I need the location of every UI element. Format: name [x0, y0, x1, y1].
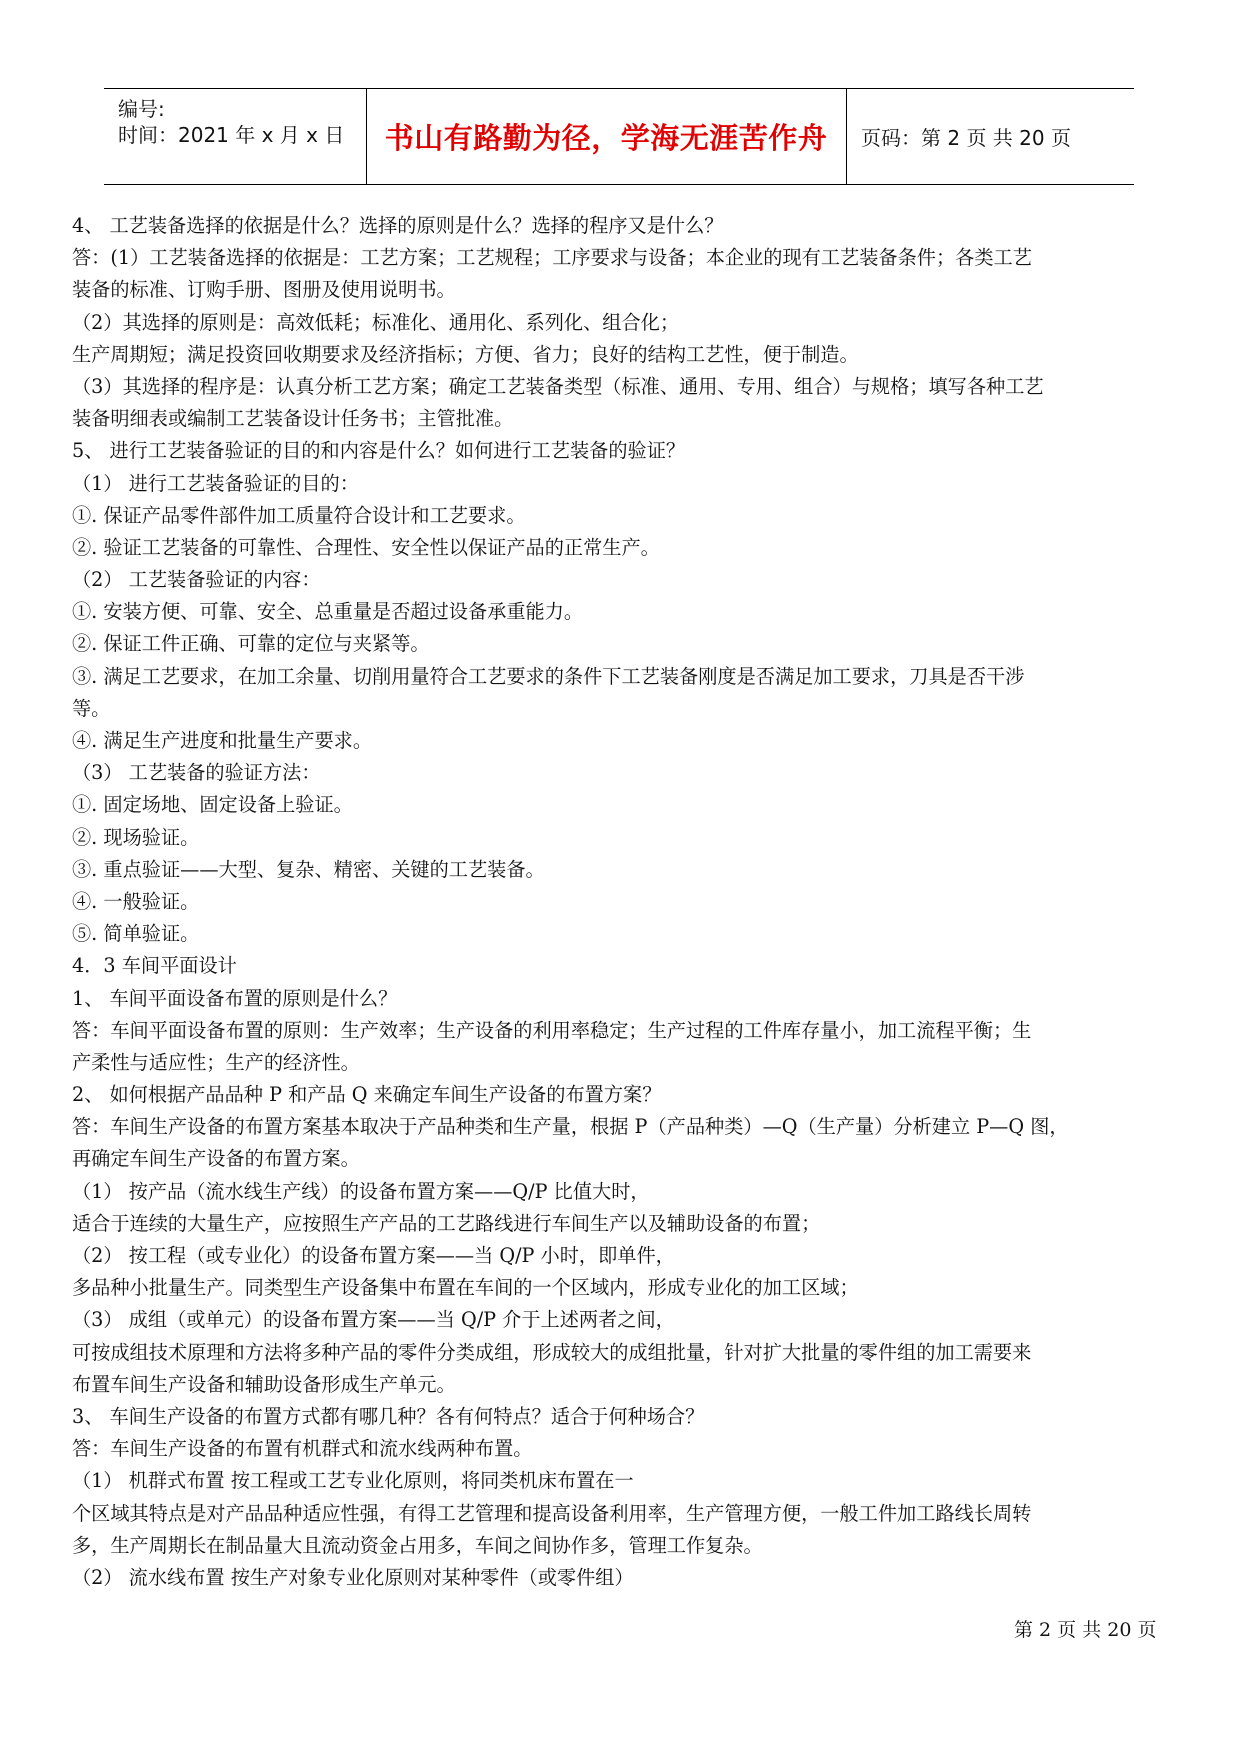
- text-line: 多，生产周期长在制品量大且流动资金占用多，车间之间协作多，管理工作复杂。: [72, 1533, 763, 1557]
- text-line: 装备的标准、订购手册、图册及使用说明书。: [72, 278, 456, 302]
- text-line: 答：车间平面设备布置的原则：生产效率；生产设备的利用率稳定；生产过程的工件库存量小，加工流程平衡；生: [72, 1018, 1032, 1042]
- text-line: 3、 车间生产设备的布置方式都有哪几种？各有何特点？适合于何种场合？: [72, 1404, 705, 1428]
- text-line: 可按成组技术原理和方法将多种产品的零件分类成组，形成较大的成组批量，针对扩大批量的零件组的加工需要来: [72, 1340, 1032, 1364]
- page-footer: 第 2 页 共 20 页: [1014, 1619, 1157, 1641]
- text-line: （3）其选择的程序是：认真分析工艺方案；确定工艺装备类型（标准、通用、专用、组合）与规格；填写各种工艺: [72, 374, 1044, 398]
- text-line: （3） 成组（或单元）的设备布置方案——当 Q/P 介于上述两者之间，: [72, 1308, 675, 1332]
- text-line: ②. 验证工艺装备的可靠性、合理性、安全性以保证产品的正常生产。: [72, 535, 660, 559]
- text-line: ④. 满足生产进度和批量生产要求。: [72, 729, 373, 752]
- text-line: 产柔性与适应性；生产的经济性。: [72, 1050, 360, 1074]
- text-line: （3） 工艺装备的验证方法：: [72, 761, 321, 785]
- text-line: 1、 车间平面设备布置的原则是什么？: [72, 986, 398, 1010]
- text-line: 布置车间生产设备和辅助设备形成生产单元。: [72, 1372, 456, 1396]
- text-line: （1） 机群式布置 按工程或工艺专业化原则，将同类机床布置在一: [72, 1469, 634, 1493]
- text-line: ④. 一般验证。: [72, 889, 200, 913]
- text-line: （2）其选择的原则是：高效低耗；标准化、通用化、系列化、组合化；: [72, 310, 680, 334]
- text-line: 等。: [72, 696, 111, 720]
- text-line: ⑤. 简单验证。: [72, 922, 200, 946]
- text-line: 个区域其特点是对产品品种适应性强，有得工艺管理和提高设备利用率，生产管理方便，一般工件加工路线长周转: [72, 1501, 1032, 1525]
- text-line: 5、 进行工艺装备验证的目的和内容是什么？如何进行工艺装备的验证？: [72, 439, 686, 463]
- text-line: 4．3 车间平面设计: [72, 954, 237, 978]
- text-line: 多品种小批量生产。同类型生产设备集中布置在车间的一个区域内，形成专业化的加工区域；: [72, 1276, 859, 1300]
- text-line: 答：车间生产设备的布置方案基本取决于产品种类和生产量，根据 P（产品种类）—Q（生产量）分析建立 P—Q 图，: [72, 1115, 1069, 1139]
- document-number-label: 编号:: [118, 97, 165, 121]
- text-line: （2） 流水线布置 按生产对象专业化原则对某种零件（或零件组）: [72, 1565, 634, 1589]
- text-line: （1） 进行工艺装备验证的目的：: [72, 471, 359, 495]
- text-line: ②. 保证工件正确、可靠的定位与夹紧等。: [72, 632, 430, 656]
- document-time: 时间：2021 年 x 月 x 日: [118, 123, 345, 147]
- text-line: 再确定车间生产设备的布置方案。: [72, 1147, 360, 1171]
- text-line: 答：车间生产设备的布置有机群式和流水线两种布置。: [72, 1437, 533, 1461]
- text-line: ①. 保证产品零件部件加工质量符合设计和工艺要求。: [72, 503, 526, 527]
- text-line: 答：(1）工艺装备选择的依据是：工艺方案；工艺规程；工序要求与设备；本企业的现有工艺装备条件；各类工艺: [72, 246, 1032, 270]
- header-motto-cell: [366, 89, 847, 184]
- text-line: 4、 工艺装备选择的依据是什么？选择的原则是什么？选择的程序又是什么？: [72, 214, 724, 237]
- text-line: ②. 现场验证。: [72, 825, 200, 849]
- text-line: 2、 如何根据产品品种 P 和产品 Q 来确定车间生产设备的布置方案？: [72, 1083, 662, 1107]
- text-line: ③. 满足工艺要求，在加工余量、切削用量符合工艺要求的条件下工艺装备刚度是否满足加工要求，刀具是否干涉: [72, 664, 1025, 688]
- text-line: ①. 固定场地、固定设备上验证。: [72, 793, 353, 817]
- text-line: 适合于连续的大量生产，应按照生产产品的工艺路线进行车间生产以及辅助设备的布置；: [72, 1211, 821, 1235]
- document-body: [72, 210, 1172, 1594]
- text-line: （2） 工艺装备验证的内容：: [72, 568, 321, 592]
- header-motto: 书山有路勤为径，学海无涯苦作舟: [384, 121, 828, 155]
- text-line: ①. 安装方便、可靠、安全、总重量是否超过设备承重能力。: [72, 600, 584, 624]
- text-line: 装备明细表或编制工艺装备设计任务书；主管批准。: [72, 407, 514, 431]
- text-line: 生产周期短；满足投资回收期要求及经济指标；方便、省力；良好的结构工艺性，便于制造。: [72, 342, 859, 366]
- text-line: （1） 按产品（流水线生产线）的设备布置方案——Q/P 比值大时，: [72, 1179, 650, 1203]
- page-header: [104, 88, 1134, 185]
- header-page-cell: [847, 89, 1134, 184]
- header-page-code: 页码：第 2 页 共 20 页: [861, 126, 1071, 150]
- header-info-cell: [104, 89, 367, 184]
- text-line: （2） 按工程（或专业化）的设备布置方案——当 Q/P 小时，即单件，: [72, 1244, 675, 1267]
- text-line: ③. 重点验证——大型、复杂、精密、关键的工艺装备。: [72, 857, 545, 881]
